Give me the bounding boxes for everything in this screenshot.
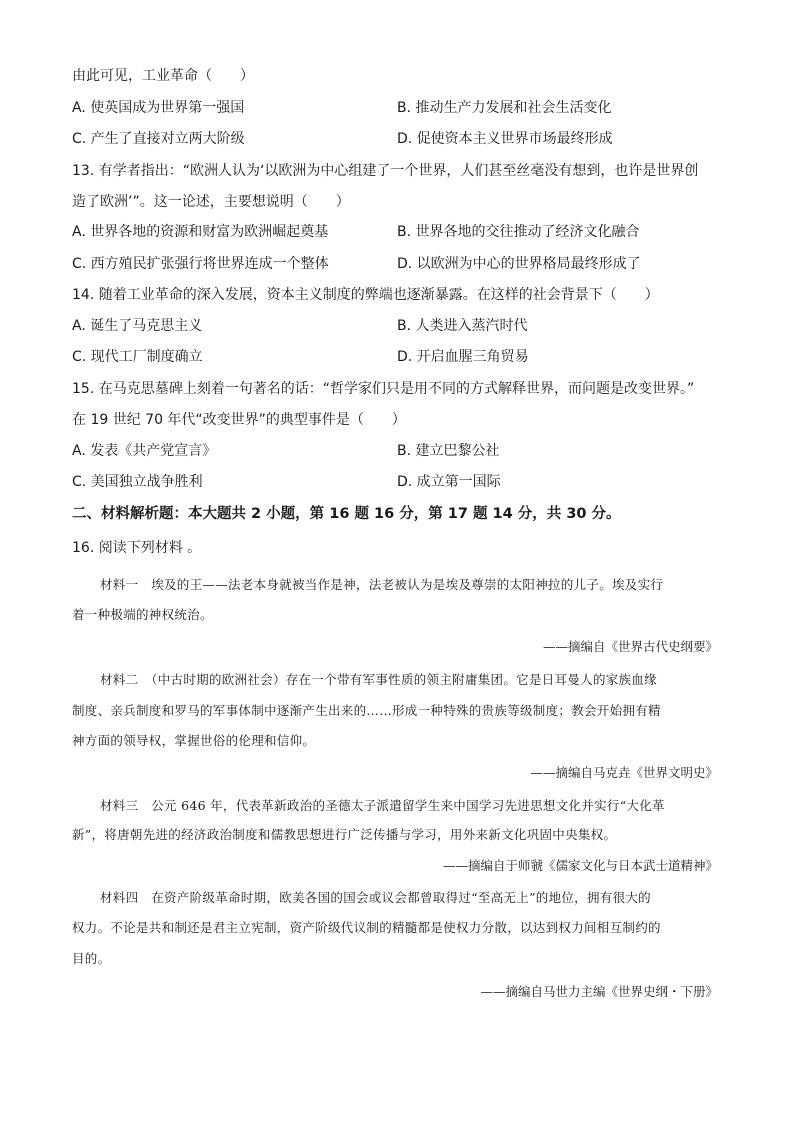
q13-option-b[interactable]: B. 世界各地的交往推动了经济文化融合 (397, 224, 640, 240)
material-1-line2: 着一种极端的神权统治。 (72, 607, 213, 622)
material-2-source: ——摘编自马克垚《世界文明史》 (530, 765, 718, 780)
q13-option-d[interactable]: D. 以欧洲为中心的世界格局最终形成了 (397, 256, 641, 272)
q14-stem: 14. 随着工业革命的深入发展，资本主义制度的弊端也逐渐暴露。在这样的社会背景下（ ） (72, 287, 659, 303)
section-heading: 二、材料解析题：本大题共 2 小题，第 16 题 16 分，第 17 题 14 分，共 30 分。 (72, 506, 621, 522)
material-2-line1: 材料二 （中古时期的欧洲社会）存在一个带有军事性质的领主附庸集团。它是日耳曼人的家族血缘 (100, 672, 657, 687)
q15-stem-line1: 15. 在马克思墓碑上刻着一句著名的话：“哲学家们只是用不同的方式解释世界，而问题是改变世界。” (72, 381, 695, 397)
material-2-line2: 制度、亲兵制度和罗马的军事体制中逐渐产生出来的……形成一种特殊的贵族等级制度；教会开始拥有精 (72, 703, 661, 718)
q14-option-b[interactable]: B. 人类进入蒸汽时代 (397, 318, 528, 334)
material-3-source: ——摘编自于师虢《儒家文化与日本武士道精神》 (442, 858, 718, 873)
q13-stem-line2: 造了欧洲’”。这一论述，主要想说明（ ） (72, 194, 350, 210)
q16-intro: 16. 阅读下列材料 。 (72, 540, 202, 556)
q14-option-c[interactable]: C. 现代工厂制度确立 (72, 349, 203, 365)
q13-stem-line1: 13. 有学者指出：“欧洲人认为‘以欧洲为中心组建了一个世界，人们甚至丝毫没有想到，也许是世界创 (72, 163, 699, 179)
material-3-line1: 材料三 公元 646 年，代表革新政治的圣德太子派遣留学生来中国学习先进思想文化并实行“大化革 (100, 798, 665, 813)
q12-option-b[interactable]: B. 推动生产力发展和社会生活变化 (397, 100, 612, 116)
q12-option-a[interactable]: A. 使英国成为世界第一强国 (72, 100, 245, 116)
q14-option-d[interactable]: D. 开启血腥三角贸易 (397, 349, 529, 365)
q12-stem: 由此可见，工业革命（ ） (72, 68, 254, 84)
material-4-line1: 材料四 在资产阶级革命时期，欧美各国的国会或议会都曾取得过“至高无上”的地位，拥有很大的 (100, 890, 651, 905)
material-1-source: ——摘编自《世界古代史纲要》 (542, 639, 718, 654)
q15-stem-line2: 在 19 世纪 70 年代“改变世界”的典型事件是（ ） (72, 412, 406, 428)
material-4-line3: 目的。 (72, 951, 111, 966)
q15-option-d[interactable]: D. 成立第一国际 (397, 474, 501, 490)
q15-option-b[interactable]: B. 建立巴黎公社 (397, 443, 500, 459)
q14-option-a[interactable]: A. 诞生了马克思主义 (72, 318, 203, 334)
material-2-line3: 神方面的领导权，掌握世俗的伦理和信仰。 (72, 733, 316, 748)
q12-option-c[interactable]: C. 产生了直接对立两大阶级 (72, 131, 245, 147)
q13-option-c[interactable]: C. 西方殖民扩张强行将世界连成一个整体 (72, 256, 329, 272)
q12-option-d[interactable]: D. 促使资本主义世界市场最终形成 (397, 131, 613, 147)
material-4-source: ——摘编自马世力主编《世界史纲・下册》 (480, 984, 718, 999)
q13-option-a[interactable]: A. 世界各地的资源和财富为欧洲崛起奠基 (72, 224, 329, 240)
material-1-line1: 材料一 埃及的王——法老本身就被当作是神，法老被认为是埃及尊崇的太阳神拉的儿子。埃及实行 (100, 577, 664, 592)
q15-option-a[interactable]: A. 发表《共产党宣言》 (72, 443, 217, 459)
material-4-line2: 权力。不论是共和制还是君主立宪制，资产阶级代议制的精髓都是使权力分散，以达到权力间相互制约的 (72, 920, 661, 935)
material-3-line2: 新”，将唐朝先进的经济政治制度和儒教思想进行广泛传播与学习，用外来新文化巩固中央集权。 (72, 827, 617, 842)
q15-option-c[interactable]: C. 美国独立战争胜利 (72, 474, 203, 490)
